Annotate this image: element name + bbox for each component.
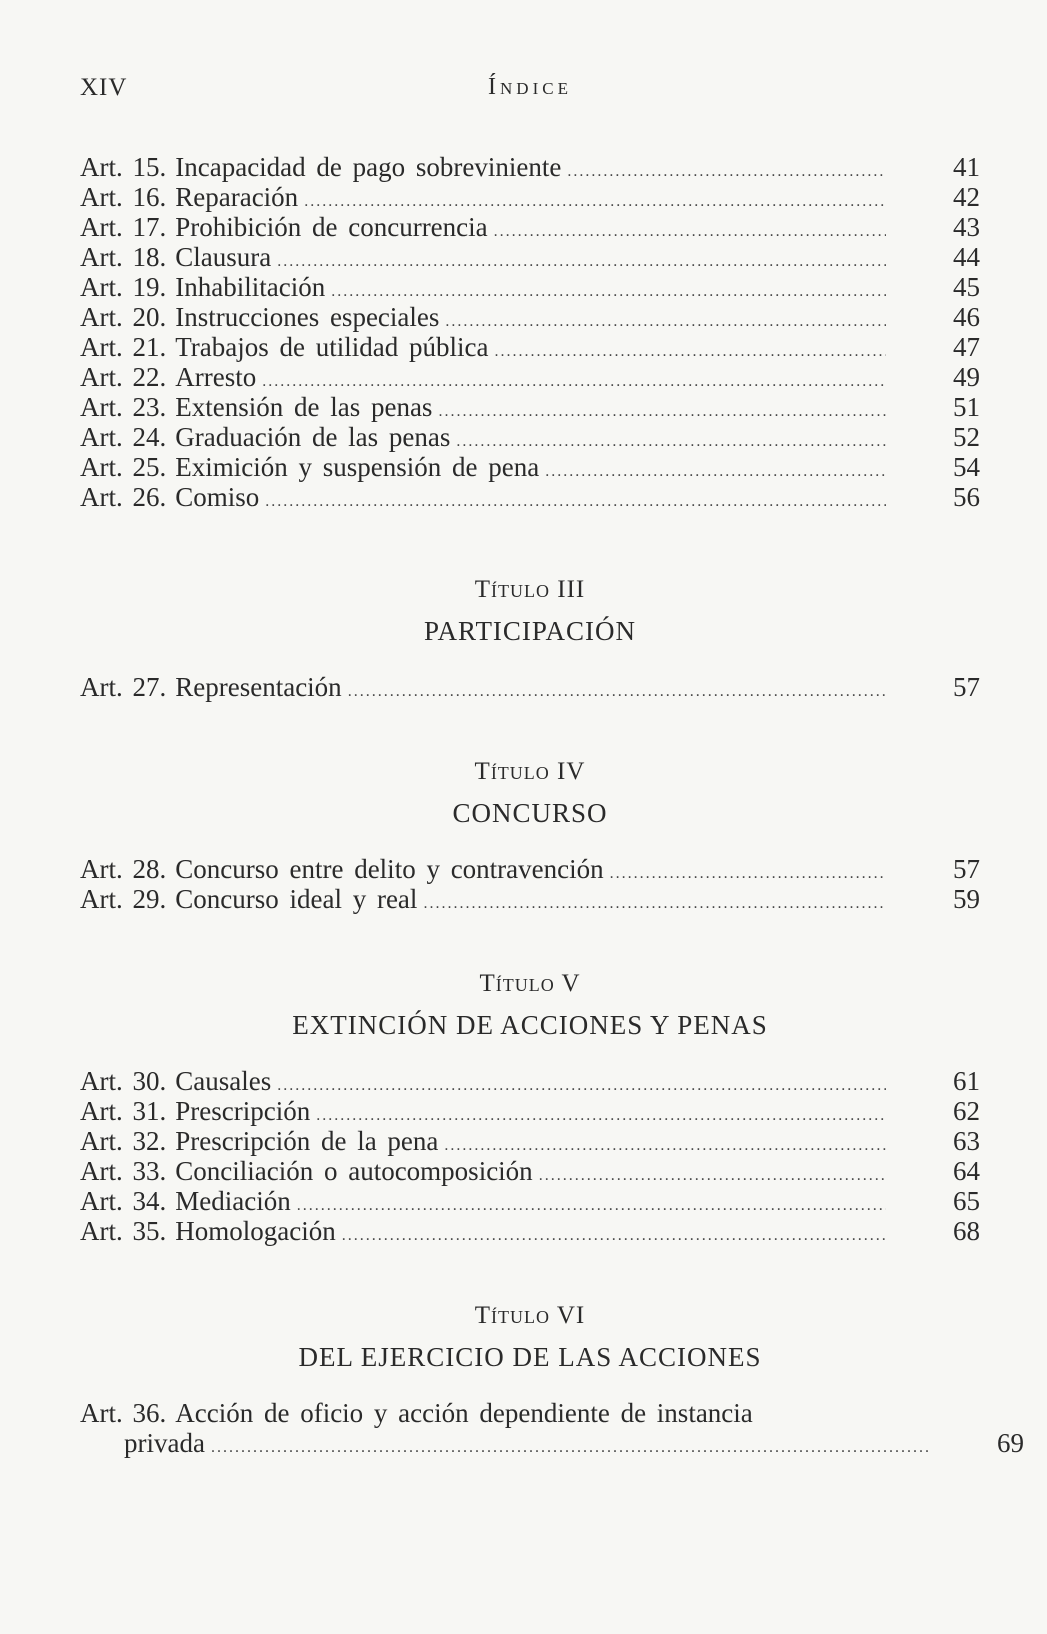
title-label: Título V — [479, 970, 581, 997]
toc-entry[interactable] — [80, 1096, 980, 1126]
article-number: Art. 35. — [80, 1216, 167, 1246]
toc-entry[interactable] — [80, 1066, 980, 1096]
title-label: Título III — [474, 576, 586, 603]
article-title: Trabajos de utilidad pública — [175, 332, 489, 362]
page-number: 65 — [953, 1186, 980, 1216]
article-title: Arresto — [175, 362, 257, 392]
page-number: 42 — [953, 182, 980, 212]
toc-entry[interactable] — [80, 242, 980, 272]
article-title: Clausura — [175, 242, 272, 272]
page-number: 54 — [953, 452, 980, 482]
article-number: Art. 25. — [80, 452, 167, 482]
article-title: Representación — [175, 672, 342, 702]
article-title: Comiso — [175, 482, 260, 512]
article-title: Prohibición de concurrencia — [175, 212, 488, 242]
dot-leader — [342, 1221, 886, 1251]
page-number: 51 — [953, 392, 980, 422]
dot-leader — [277, 247, 886, 277]
page-number: 64 — [953, 1156, 980, 1186]
article-title: Conciliación o autocomposición — [175, 1156, 533, 1186]
title-heading: PARTICIPACIÓN — [424, 616, 636, 646]
article-title: Inhabilitación — [175, 272, 326, 302]
page-number: 68 — [953, 1216, 980, 1246]
page-number: 59 — [953, 884, 980, 914]
toc-entry[interactable] — [80, 302, 980, 332]
article-title: Homologación — [175, 1216, 336, 1246]
toc-entry[interactable] — [80, 1216, 980, 1246]
title-heading: DEL EJERCICIO DE LAS ACCIONES — [298, 1342, 762, 1372]
article-number: Art. 16. — [80, 182, 167, 212]
toc-group — [80, 1066, 980, 1246]
toc-page — [80, 74, 1024, 1458]
toc-entry[interactable] — [80, 1156, 980, 1186]
toc-entry[interactable] — [80, 452, 980, 482]
article-title: Prescripción — [175, 1096, 311, 1126]
article-title: Prescripción de la pena — [175, 1126, 439, 1156]
title-label: Título IV — [474, 758, 586, 785]
page-number: 52 — [953, 422, 980, 452]
article-title: Acción de oficio y acción dependiente de instancia — [175, 1398, 753, 1428]
article-number: Art. 23. — [80, 392, 167, 422]
dot-leader — [539, 1161, 886, 1191]
dot-leader — [567, 157, 886, 187]
article-title: Extensión de las penas — [175, 392, 433, 422]
article-number: Art. 26. — [80, 482, 167, 512]
dot-leader — [423, 889, 886, 919]
article-title: Reparación — [175, 182, 299, 212]
article-number: Art. 18. — [80, 242, 167, 272]
toc-entry[interactable] — [80, 182, 980, 212]
article-title: Mediación — [175, 1186, 291, 1216]
page-number: 41 — [953, 152, 980, 182]
section-heading — [80, 1302, 980, 1376]
dot-leader — [348, 677, 886, 707]
article-number: Art. 31. — [80, 1096, 167, 1126]
toc-entry[interactable] — [80, 672, 980, 702]
toc-entry[interactable] — [80, 272, 980, 302]
dot-leader — [545, 457, 886, 487]
page-number: 57 — [953, 854, 980, 884]
page-number: 43 — [953, 212, 980, 242]
toc-group — [80, 854, 980, 914]
toc-entry[interactable] — [80, 212, 980, 242]
article-number: Art. 27. — [80, 672, 167, 702]
article-number: Art. 34. — [80, 1186, 167, 1216]
page-number: 69 — [997, 1428, 1024, 1458]
toc-entry[interactable] — [80, 362, 980, 392]
page-folio: XIV — [80, 74, 128, 101]
article-title: Eximición y suspensión de pena — [175, 452, 540, 482]
page-number: 47 — [953, 332, 980, 362]
page-number: 49 — [953, 362, 980, 392]
article-number: Art. 32. — [80, 1126, 167, 1156]
article-number: Art. 24. — [80, 422, 167, 452]
article-number: Art. 29. — [80, 884, 167, 914]
article-title-continuation: privada — [124, 1428, 205, 1458]
article-title: Incapacidad de pago sobreviniente — [175, 152, 562, 182]
title-heading: CONCURSO — [452, 798, 608, 828]
page-number: 45 — [953, 272, 980, 302]
article-title: Graduación de las penas — [175, 422, 451, 452]
page-number: 63 — [953, 1126, 980, 1156]
article-number: Art. 17. — [80, 212, 167, 242]
title-continuation-row — [80, 1428, 1024, 1458]
page-number: 62 — [953, 1096, 980, 1126]
toc-group — [80, 1398, 1024, 1458]
toc-entry[interactable] — [80, 422, 980, 452]
toc-entry[interactable] — [80, 1126, 980, 1156]
toc-entry[interactable] — [80, 392, 980, 422]
dot-leader — [438, 397, 886, 427]
toc-entry[interactable] — [80, 152, 980, 182]
section-heading — [80, 576, 980, 650]
toc-entry[interactable] — [80, 854, 980, 884]
page-number: 56 — [953, 482, 980, 512]
article-number: Art. 19. — [80, 272, 167, 302]
dot-leader — [445, 307, 886, 337]
page-number: 57 — [953, 672, 980, 702]
dot-leader — [211, 1433, 930, 1463]
article-number: Art. 22. — [80, 362, 167, 392]
article-number: Art. 15. — [80, 152, 167, 182]
toc-entry[interactable] — [80, 332, 980, 362]
page-number: 46 — [953, 302, 980, 332]
article-title: Causales — [175, 1066, 272, 1096]
article-title: Concurso entre delito y contravención — [175, 854, 604, 884]
article-number: Art. 21. — [80, 332, 167, 362]
dot-leader — [494, 217, 886, 247]
running-head — [80, 74, 980, 110]
dot-leader — [265, 487, 886, 517]
section-heading — [80, 758, 980, 832]
dot-leader — [277, 1071, 886, 1101]
toc-entry[interactable] — [80, 884, 980, 914]
article-number: Art. 30. — [80, 1066, 167, 1096]
toc-group — [80, 152, 980, 512]
article-number: Art. 33. — [80, 1156, 167, 1186]
title-label: Título VI — [474, 1302, 586, 1329]
dot-leader — [494, 337, 886, 367]
article-number: Art. 20. — [80, 302, 167, 332]
article-number: Art. 28. — [80, 854, 167, 884]
toc-entry[interactable] — [80, 1398, 1024, 1458]
article-title: Concurso ideal y real — [175, 884, 418, 914]
article-number: Art. 36. — [80, 1398, 167, 1428]
dot-leader — [297, 1191, 886, 1221]
running-title: Índice — [488, 74, 572, 100]
toc-group — [80, 672, 980, 702]
toc-entry[interactable] — [80, 1186, 980, 1216]
toc-entry[interactable] — [80, 482, 980, 512]
section-heading — [80, 970, 980, 1044]
page-number: 61 — [953, 1066, 980, 1096]
dot-leader — [610, 859, 886, 889]
title-heading: EXTINCIÓN DE ACCIONES Y PENAS — [292, 1010, 768, 1040]
article-title: Instrucciones especiales — [175, 302, 440, 332]
page-number: 44 — [953, 242, 980, 272]
